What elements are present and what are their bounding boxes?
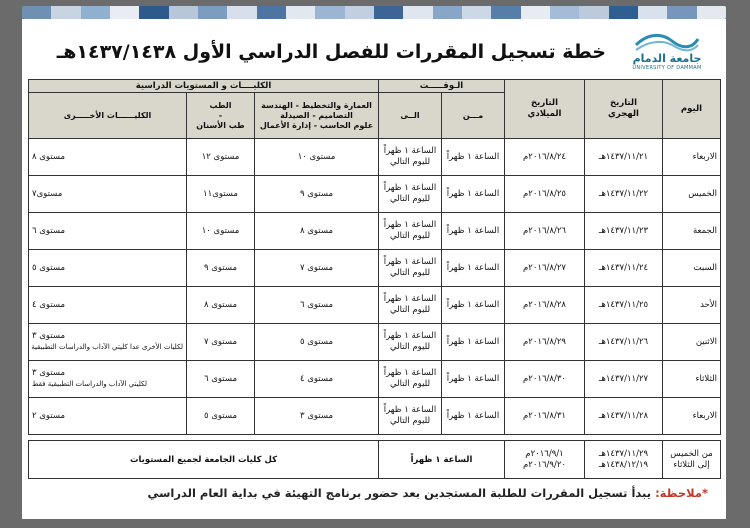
schedule-row xyxy=(29,324,721,361)
stripe-segment xyxy=(433,6,462,19)
row-engineering-level: مستوى ٤ xyxy=(255,361,379,398)
stripe-segment xyxy=(286,6,315,19)
schedule-row xyxy=(29,398,721,435)
row-to-time: الساعة ١ ظهراً xyxy=(383,146,437,156)
row-engineering-level: مستوى ٦ xyxy=(255,287,379,324)
header-greg-line2: الميلادي xyxy=(527,109,562,119)
row-other-level-text: مستوى ٤ xyxy=(32,299,66,310)
stripe-segment xyxy=(198,6,227,19)
row-hijri: ١٤٣٧/١١/٢٨هـ xyxy=(585,398,663,435)
row-day: الجمعة xyxy=(663,213,721,250)
row-to-time: الساعة ١ ظهراً xyxy=(383,368,437,378)
row-from: الساعة ١ ظهراً xyxy=(442,176,505,213)
row-other-level xyxy=(29,250,187,287)
row-to-nextday: لليوم التالي xyxy=(389,194,431,204)
stripe-segment xyxy=(257,6,286,19)
document-header xyxy=(22,19,726,81)
note-label: *ملاحظة: xyxy=(655,486,708,500)
row-other-note: لكليتي الآداب والدراسات التطبيقية فقط xyxy=(32,380,148,388)
header-hijri-line2: الهجري xyxy=(608,109,639,119)
row-medicine-level: مستوى ٥ xyxy=(187,398,255,435)
row-hijri: ١٤٣٧/١١/٢٧هـ xyxy=(585,361,663,398)
stripe-segment xyxy=(579,6,608,19)
final-greg-from: ٢٠١٦/٩/١م xyxy=(525,448,564,459)
row-to-time: الساعة ١ ظهراً xyxy=(383,331,437,341)
stripe-segment xyxy=(169,6,198,19)
stripe-segment xyxy=(697,6,726,19)
row-other-level-text: مستوى ٥ xyxy=(32,262,66,273)
header-med-line3: طب الأسنان xyxy=(196,120,245,130)
row-to xyxy=(379,250,442,287)
row-to-nextday: لليوم التالي xyxy=(389,231,431,241)
row-from: الساعة ١ ظهراً xyxy=(442,139,505,176)
row-engineering-level: مستوى ٥ xyxy=(255,324,379,361)
row-to-time: الساعة ١ ظهراً xyxy=(383,220,437,230)
row-other-level xyxy=(29,176,187,213)
row-to xyxy=(379,287,442,324)
university-name-arabic: جامعة الدمام xyxy=(632,52,702,65)
row-engineering-level: مستوى ١٠ xyxy=(255,139,379,176)
header-medicine-group xyxy=(187,93,255,139)
stripe-segment xyxy=(374,6,403,19)
row-from: الساعة ١ ظهراً xyxy=(442,398,505,435)
wave-logo-icon xyxy=(632,31,702,53)
row-gregorian: ٢٠١٦/٨/٢٥م xyxy=(505,176,585,213)
header-med-line2: - xyxy=(218,110,223,120)
row-to-nextday: لليوم التالي xyxy=(389,416,431,426)
row-medicine-level: مستوى ٩ xyxy=(187,250,255,287)
row-to-time: الساعة ١ ظهراً xyxy=(383,294,437,304)
header-day: اليوم xyxy=(663,80,721,139)
registration-schedule-table xyxy=(28,79,721,479)
row-day: الأحد xyxy=(663,287,721,324)
stripe-segment xyxy=(22,6,51,19)
row-medicine-level: مستوى ١٠ xyxy=(187,213,255,250)
stripe-segment xyxy=(609,6,638,19)
row-medicine-level: مستوى ٨ xyxy=(187,287,255,324)
header-eng-line1: العمارة والتخطيط - الهندسة xyxy=(261,100,372,110)
note-text: يبدأ تسجيل المقررات للطلبة المستجدين بعد حضور برنامج التهيئة في بداية العام الدراسي xyxy=(147,486,656,500)
header-hijri-line1: التاريخ xyxy=(610,98,637,108)
final-hijri-to: ١٤٣٨/١٢/١٩هـ xyxy=(598,459,649,470)
row-engineering-level: مستوى ٨ xyxy=(255,213,379,250)
row-to xyxy=(379,361,442,398)
header-hijri-date xyxy=(585,80,663,139)
row-other-level-text: مستوى ٨ xyxy=(32,151,66,162)
row-to-nextday: لليوم التالي xyxy=(389,157,431,167)
row-to-nextday: لليوم التالي xyxy=(389,379,431,389)
table-header-row xyxy=(29,80,721,93)
row-to-time: الساعة ١ ظهراً xyxy=(383,257,437,267)
row-other-level xyxy=(29,213,187,250)
stripe-segment xyxy=(403,6,432,19)
final-row xyxy=(29,441,721,479)
stripe-segment xyxy=(110,6,139,19)
stripe-segment xyxy=(51,6,80,19)
row-medicine-level: مستوى ٦ xyxy=(187,361,255,398)
university-name-english: UNIVERSITY OF DAMMAM xyxy=(632,65,702,71)
header-to: الــى xyxy=(379,93,442,139)
stripe-segment xyxy=(638,6,667,19)
row-medicine-level: مستوى ٧ xyxy=(187,324,255,361)
header-gregorian-date xyxy=(505,80,585,139)
row-other-level xyxy=(29,324,187,361)
header-greg-line1: التاريخ xyxy=(531,98,558,108)
final-day-to: إلى الثلاثاء xyxy=(673,459,710,470)
row-from: الساعة ١ ظهراً xyxy=(442,324,505,361)
row-to xyxy=(379,324,442,361)
row-other-level-text: مستوى ٢ xyxy=(32,410,66,421)
schedule-row xyxy=(29,213,721,250)
row-to xyxy=(379,213,442,250)
row-gregorian: ٢٠١٦/٨/٣١م xyxy=(505,398,585,435)
row-gregorian: ٢٠١٦/٨/٢٩م xyxy=(505,324,585,361)
final-colleges: كل كليات الجامعة لجميع المستويات xyxy=(29,441,379,479)
final-hijri xyxy=(585,441,663,479)
schedule-row xyxy=(29,361,721,398)
row-engineering-level: مستوى ٣ xyxy=(255,398,379,435)
stripe-segment xyxy=(139,6,168,19)
row-day: الاثنين xyxy=(663,324,721,361)
registration-note xyxy=(62,486,708,500)
header-time: الـوقـــــت xyxy=(379,80,505,93)
decorative-color-stripes xyxy=(22,6,726,19)
row-to-nextday: لليوم التالي xyxy=(389,268,431,278)
header-med-line1: الطب xyxy=(209,100,232,110)
row-other-level xyxy=(29,287,187,324)
schedule-row xyxy=(29,287,721,324)
row-day: السبت xyxy=(663,250,721,287)
schedule-row xyxy=(29,176,721,213)
final-day-from: من الخميس xyxy=(670,448,713,459)
row-hijri: ١٤٣٧/١١/٢٥هـ xyxy=(585,287,663,324)
row-gregorian: ٢٠١٦/٨/٢٦م xyxy=(505,213,585,250)
university-logo xyxy=(624,27,710,75)
final-time: الساعة ١ ظهراً xyxy=(379,441,505,479)
row-engineering-level: مستوى ٧ xyxy=(255,250,379,287)
row-engineering-level: مستوى ٩ xyxy=(255,176,379,213)
stripe-segment xyxy=(227,6,256,19)
row-other-level xyxy=(29,139,187,176)
row-other-note: لكليات الأخرى عدا كليتي الآداب والدراسات التطبيقية xyxy=(31,343,183,351)
row-gregorian: ٢٠١٦/٨/٢٤م xyxy=(505,139,585,176)
row-medicine-level: مستوى ١٢ xyxy=(187,139,255,176)
row-from: الساعة ١ ظهراً xyxy=(442,361,505,398)
header-other-colleges: الكليــــــات الأخـــــرى xyxy=(29,93,187,139)
row-hijri: ١٤٣٧/١١/٢٦هـ xyxy=(585,324,663,361)
row-from: الساعة ١ ظهراً xyxy=(442,213,505,250)
row-to xyxy=(379,398,442,435)
row-other-level xyxy=(29,361,187,398)
row-medicine-level: مستوى١١ xyxy=(187,176,255,213)
row-other-level-text: مستوى ٣ xyxy=(32,331,66,341)
final-day xyxy=(663,441,721,479)
final-greg-to: ٢٠١٦/٩/٢٠م xyxy=(523,459,566,470)
row-day: الاربعاء xyxy=(663,398,721,435)
stripe-segment xyxy=(345,6,374,19)
row-to-nextday: لليوم التالي xyxy=(389,342,431,352)
row-from: الساعة ١ ظهراً xyxy=(442,250,505,287)
header-eng-line2: التصاميم - الصيدلة xyxy=(280,110,353,120)
row-to-time: الساعة ١ ظهراً xyxy=(383,405,437,415)
header-colleges-levels: الكليــــات و المستويات الدراسية xyxy=(29,80,379,93)
header-engineering-group xyxy=(255,93,379,139)
row-to-nextday: لليوم التالي xyxy=(389,305,431,315)
row-other-level xyxy=(29,398,187,435)
row-other-level-text: مستوى ٣ xyxy=(32,368,66,378)
row-other-level-text: مستوى ٦ xyxy=(32,225,66,236)
row-day: الثلاثاء xyxy=(663,361,721,398)
stripe-segment xyxy=(315,6,344,19)
row-to-time: الساعة ١ ظهراً xyxy=(383,183,437,193)
row-other-level-text: مستوى٧ xyxy=(32,188,63,199)
final-hijri-from: ١٤٣٧/١١/٢٩هـ xyxy=(598,448,649,459)
row-day: الخميس xyxy=(663,176,721,213)
row-hijri: ١٤٣٧/١١/٢٤هـ xyxy=(585,250,663,287)
schedule-row xyxy=(29,139,721,176)
stripe-segment xyxy=(81,6,110,19)
row-from: الساعة ١ ظهراً xyxy=(442,287,505,324)
stripe-segment xyxy=(667,6,696,19)
row-to xyxy=(379,176,442,213)
row-hijri: ١٤٣٧/١١/٢٢هـ xyxy=(585,176,663,213)
schedule-row xyxy=(29,250,721,287)
header-eng-line3: علوم الحاسب - إدارة الأعمال xyxy=(259,120,374,130)
registration-plan-document xyxy=(22,19,726,519)
row-hijri: ١٤٣٧/١١/٢١هـ xyxy=(585,139,663,176)
row-gregorian: ٢٠١٦/٨/٢٧م xyxy=(505,250,585,287)
row-hijri: ١٤٣٧/١١/٢٣هـ xyxy=(585,213,663,250)
stripe-segment xyxy=(521,6,550,19)
row-gregorian: ٢٠١٦/٨/٣٠م xyxy=(505,361,585,398)
row-day: الاربعاء xyxy=(663,139,721,176)
stripe-segment xyxy=(550,6,579,19)
header-from: مـــن xyxy=(442,93,505,139)
stripe-segment xyxy=(491,6,520,19)
row-to xyxy=(379,139,442,176)
page-title: خطة تسجيل المقررات للفصل الدراسي الأول ١٤٣٧/١٤٣٨هـ xyxy=(56,41,606,63)
row-gregorian: ٢٠١٦/٨/٢٨م xyxy=(505,287,585,324)
final-gregorian xyxy=(505,441,585,479)
stripe-segment xyxy=(462,6,491,19)
